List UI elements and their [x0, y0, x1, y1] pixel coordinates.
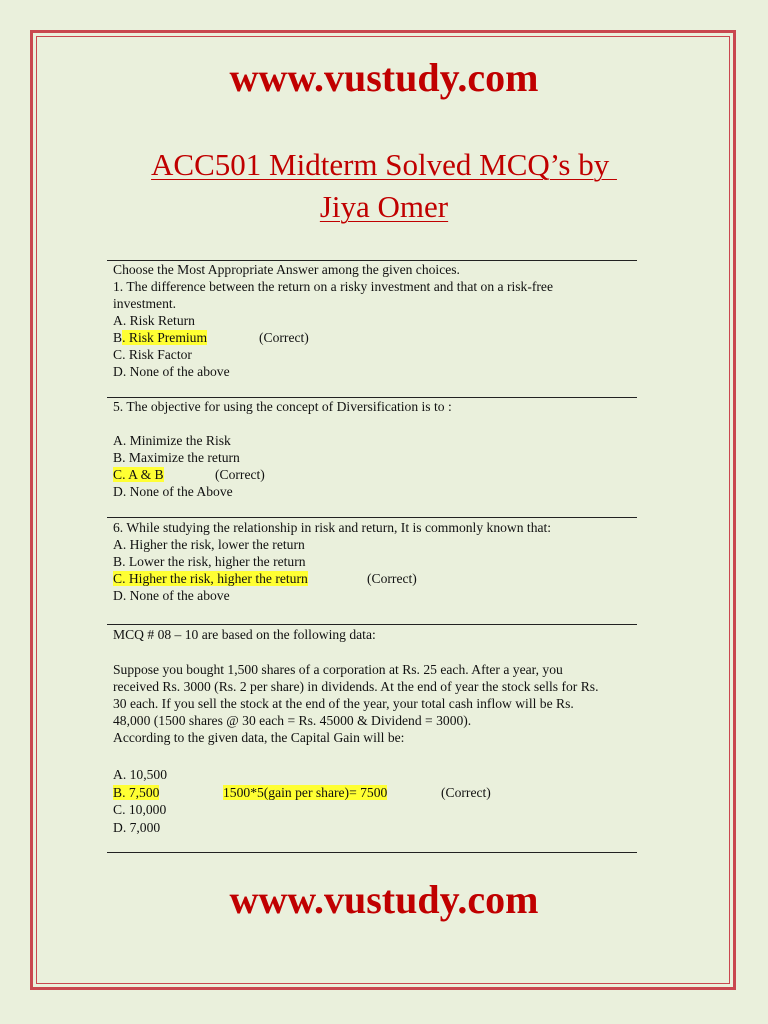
q8-option-c: C. 10,000 — [113, 802, 167, 817]
question-1-line-1: 1. The difference between the return on a risky investment and that on a risk-free — [113, 279, 553, 294]
q5-option-d: D. None of the Above — [113, 484, 233, 499]
q1-option-c: C. Risk Factor — [113, 347, 192, 362]
capital-gain-question: According to the given data, the Capital Gain will be: — [113, 730, 405, 745]
q8-working — [223, 784, 387, 801]
divider — [107, 852, 637, 853]
title-line-1: ACC501 Midterm Solved MCQ’s by — [151, 147, 617, 182]
q5-option-b: B. Maximize the return — [113, 450, 240, 465]
q5-option-c-highlight: C. A & B — [113, 467, 164, 482]
q1-option-b-prefix: B — [113, 330, 123, 345]
q8-option-b-highlight: B. 7,500 — [113, 785, 160, 800]
data-paragraph-line-3: 30 each. If you sell the stock at the end of the year, your total cash inflow will be Rs. — [113, 696, 574, 711]
site-header: www.vustudy.com — [229, 55, 539, 100]
data-paragraph-line-2: received Rs. 3000 (Rs. 2 per share) in dividends. At the end of year the stock sells for Rs. — [113, 679, 599, 694]
q8-option-d: D. 7,000 — [113, 820, 161, 835]
q1-option-b — [113, 329, 207, 346]
q5-option-a: A. Minimize the Risk — [113, 433, 231, 448]
divider — [107, 624, 637, 625]
q6-correct-mark: (Correct) — [367, 571, 417, 586]
q1-correct-mark: (Correct) — [259, 330, 309, 345]
site-footer: www.vustudy.com — [229, 877, 539, 922]
q8-option-b — [113, 784, 159, 801]
question-5: 5. The objective for using the concept of Diversification is to : — [113, 399, 452, 414]
q6-option-b: B. Lower the risk, higher the return — [113, 554, 306, 569]
q6-option-c-highlight: C. Higher the risk, higher the return — [113, 571, 308, 586]
q8-option-a: A. 10,500 — [113, 767, 167, 782]
q5-option-c — [113, 466, 164, 483]
q8-correct-mark: (Correct) — [441, 785, 491, 800]
instruction-text: Choose the Most Appropriate Answer among the given choices. — [113, 262, 460, 277]
q5-correct-mark: (Correct) — [215, 467, 265, 482]
data-intro: MCQ # 08 – 10 are based on the following data: — [113, 627, 376, 642]
q1-option-b-highlight: . Risk Premium — [122, 330, 208, 345]
data-paragraph-line-4: 48,000 (1500 shares @ 30 each = Rs. 45000 & Dividend = 3000). — [113, 713, 472, 728]
q6-option-c — [113, 570, 308, 587]
data-paragraph-line-1: Suppose you bought 1,500 shares of a corporation at Rs. 25 each. After a year, you — [113, 662, 563, 677]
question-1-line-2: investment. — [113, 296, 177, 311]
q1-option-d: D. None of the above — [113, 364, 230, 379]
title-line-2: Jiya Omer — [319, 189, 449, 224]
question-6: 6. While studying the relationship in risk and return, It is commonly known that: — [113, 520, 552, 535]
page-title — [0, 144, 768, 228]
q6-option-a: A. Higher the risk, lower the return — [113, 537, 305, 552]
q6-option-d: D. None of the above — [113, 588, 230, 603]
q1-option-a: A. Risk Return — [113, 313, 195, 328]
q8-working-highlight: 1500*5(gain per share)= 7500 — [223, 785, 388, 800]
divider — [107, 517, 637, 518]
